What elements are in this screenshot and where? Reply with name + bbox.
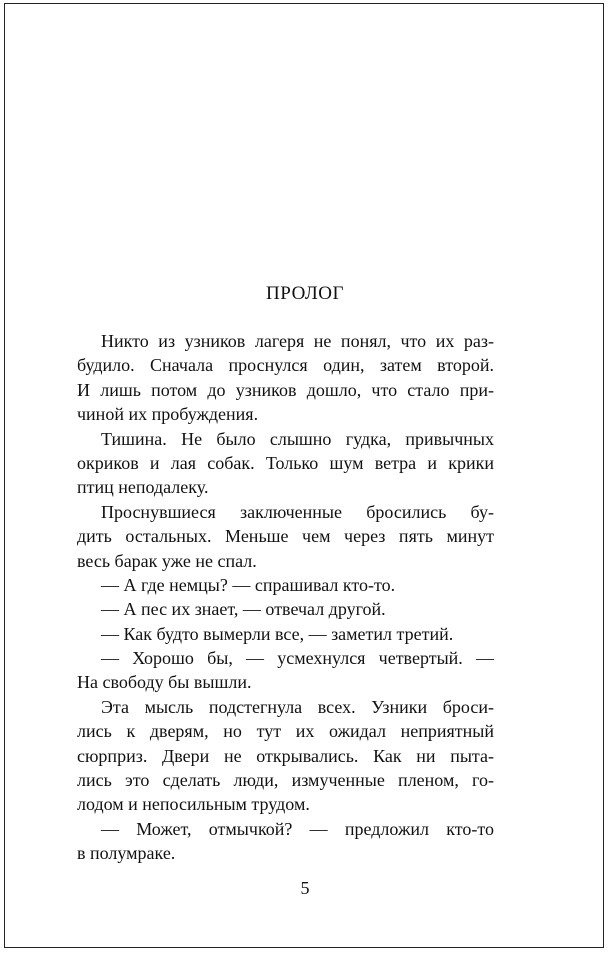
text-line: — Хорошо бы, — усмехнулся четвертый. — (101, 648, 494, 669)
page-number: 5 (300, 878, 310, 898)
text-line: — Как будто вымерли все, — заметил третий. (101, 623, 454, 644)
paragraph (77, 622, 494, 646)
text-line: — А пес их знает, — отвечал другой. (101, 599, 386, 620)
text-line: весь барак уже не спал. (77, 550, 257, 571)
paragraph (77, 646, 494, 695)
text-line: лись к дверям, но тут их ожидал неприятный (77, 721, 494, 742)
text-line: окриков и лая собак. Только шум ветра и крики (77, 452, 494, 473)
paragraph (77, 573, 494, 597)
body-text (77, 329, 494, 866)
paragraph (77, 817, 494, 866)
text-line: Никто из узников лагеря не понял, что их раз- (101, 331, 494, 351)
text-line: Тишина. Не было слышно гудка, привычных (101, 428, 494, 449)
text-line: — А где немцы? — спрашивал кто-то. (101, 574, 396, 595)
text-line: будило. Сначала проснулся один, затем второй. (77, 355, 494, 376)
text-line: лодом и непосильным трудом. (77, 794, 310, 815)
text-line: в полумраке. (77, 843, 176, 864)
text-line: На свободу бы вышли. (77, 672, 252, 693)
paragraph (77, 500, 494, 573)
text-line: дить остальных. Меньше чем через пять минут (77, 526, 494, 547)
paragraph (77, 695, 494, 817)
paragraph (77, 427, 494, 500)
chapter-title: ПРОЛОГ (266, 283, 344, 304)
text-line: лись это сделать люди, измученные пленом, го- (77, 770, 494, 791)
paragraph (77, 597, 494, 621)
text-line: чиной их пробуждения. (77, 404, 259, 425)
text-line: сюрприз. Двери не открывались. Как ни пыта- (77, 745, 494, 766)
paragraph (77, 329, 494, 427)
text-line: И лишь потом до узников дошло, что стало при- (77, 379, 494, 400)
text-line: птиц неподалеку. (77, 477, 209, 498)
text-line: Проснувшиеся заключенные бросились бу- (101, 501, 494, 522)
text-line: — Может, отмычкой? — предложил кто-то (101, 818, 494, 839)
text-line: Эта мысль подстегнула всех. Узники броси- (101, 696, 494, 717)
